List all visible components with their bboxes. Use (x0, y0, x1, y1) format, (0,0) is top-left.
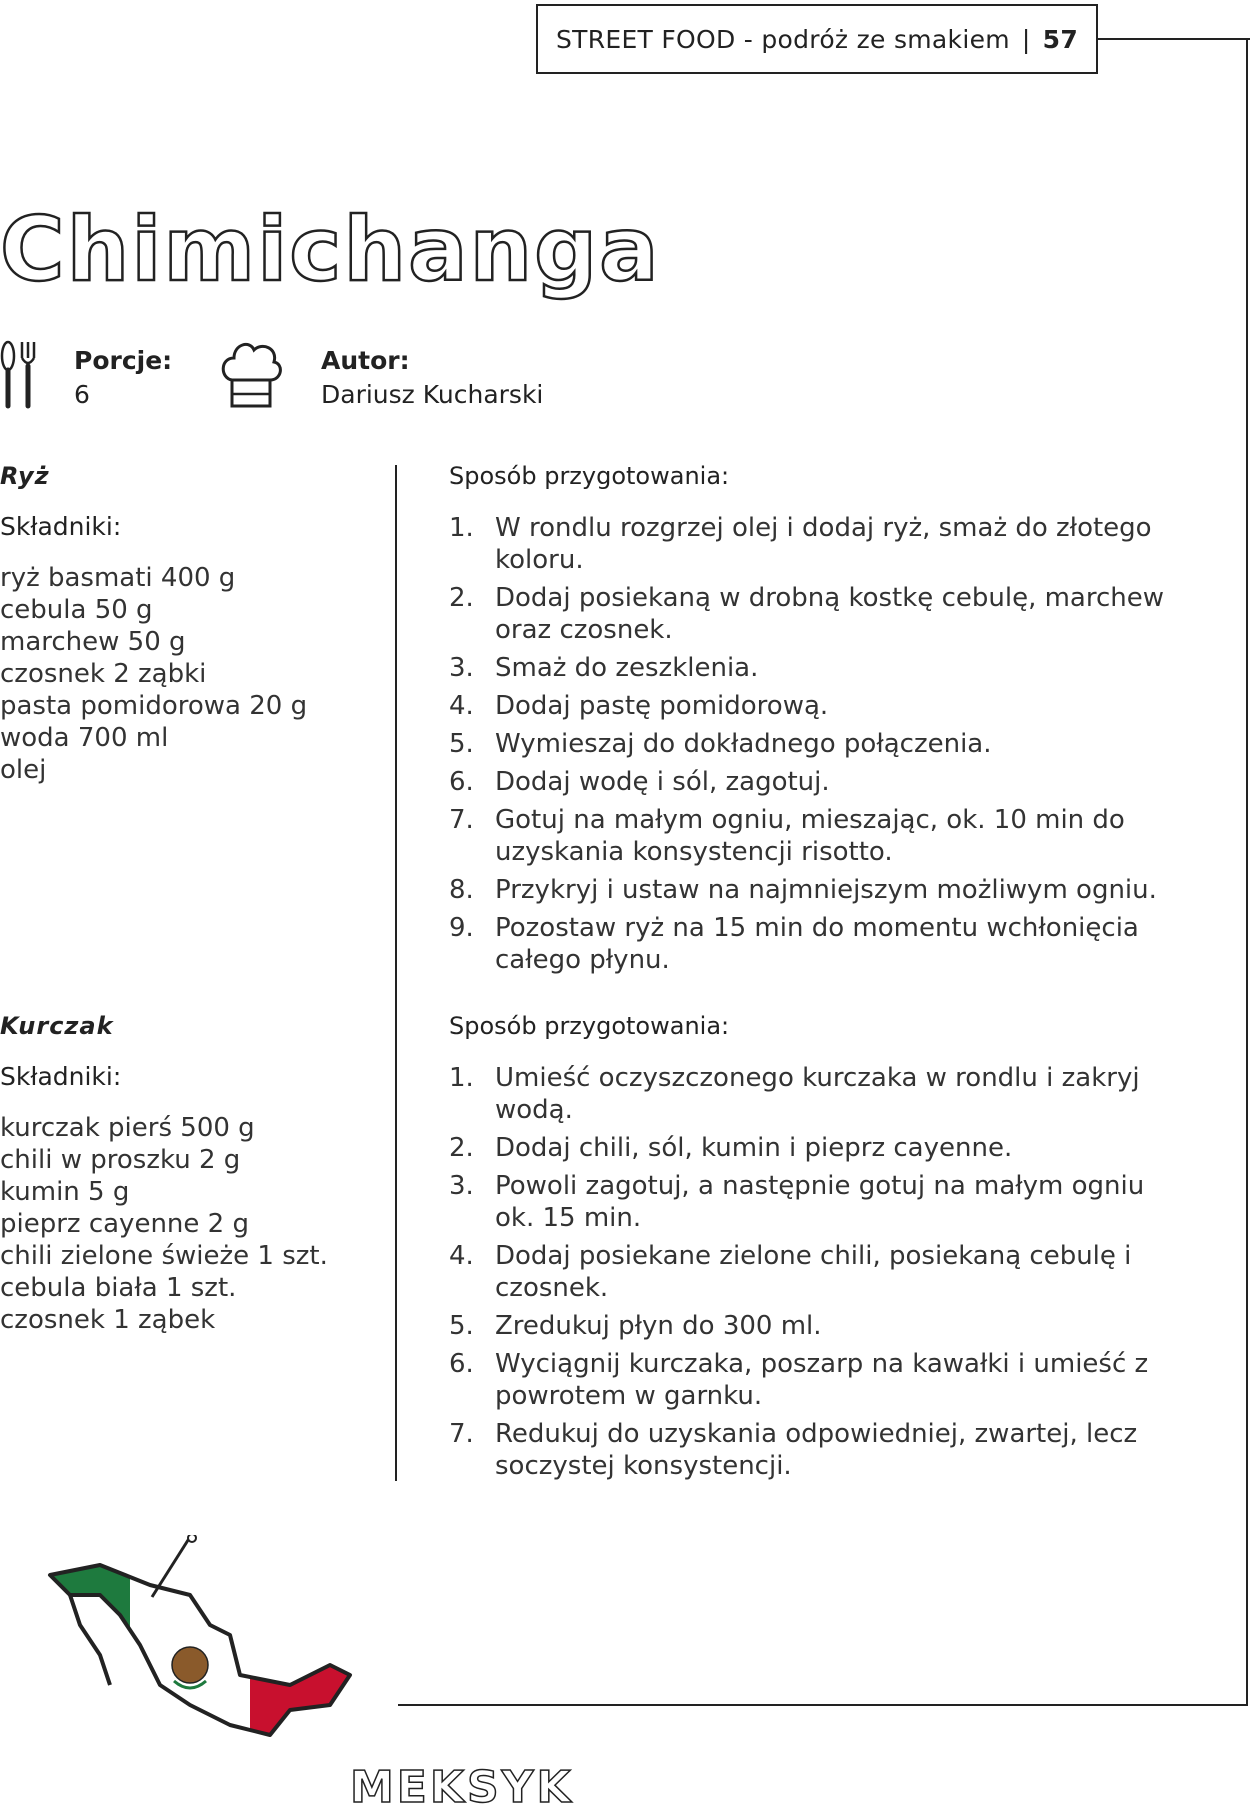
step-text: Dodaj pastę pomidorową. (495, 691, 829, 721)
ingredients-label-rice: Składniki: (0, 512, 122, 541)
step-item (449, 912, 1189, 976)
step-text: Powoli zagotuj, a następnie gotuj na małym ogniu ok. 15 min. (495, 1171, 1145, 1233)
header-title: STREET FOOD - podróż ze smakiem (555, 24, 1010, 54)
step-item (449, 1310, 1189, 1342)
step-number: 7. (449, 1419, 474, 1449)
step-item (449, 766, 1189, 798)
country-label: MEKSYK (350, 1762, 574, 1813)
ingredient-item: woda 700 ml (0, 723, 169, 753)
step-item (449, 1132, 1189, 1164)
frame-line-bottom (398, 1704, 1248, 1706)
mexico-flag-map-icon (40, 1535, 360, 1755)
running-header (536, 4, 1098, 74)
step-item (449, 874, 1189, 906)
step-item (449, 1240, 1189, 1304)
page-number: 57 (1042, 24, 1079, 54)
ingredient-item: czosnek 2 ząbki (0, 659, 207, 689)
step-text: Smaż do zeszklenia. (495, 653, 759, 683)
method-steps-rice (449, 512, 1189, 982)
step-item (449, 512, 1189, 576)
ingredient-item: czosnek 1 ząbek (0, 1305, 216, 1335)
step-number: 4. (449, 1241, 474, 1271)
ingredient-item: marchew 50 g (0, 627, 186, 657)
step-number: 1. (449, 1063, 474, 1093)
ingredient-item: kumin 5 g (0, 1177, 130, 1207)
step-text: Przykryj i ustaw na najmniejszym możliwym ogniu. (495, 875, 1157, 905)
ingredient-item: cebula 50 g (0, 595, 153, 625)
step-text: Dodaj posiekane zielone chili, posiekaną cebulę i czosnek. (495, 1241, 1132, 1303)
ingredient-item: kurczak pierś 500 g (0, 1113, 255, 1143)
step-item (449, 804, 1189, 868)
step-text: W rondlu rozgrzej olej i dodaj ryż, smaż do złotego koloru. (495, 513, 1152, 575)
step-number: 3. (449, 653, 474, 683)
author-label: Autor: (321, 346, 410, 375)
step-item (449, 582, 1189, 646)
section-heading-chicken: Kurczak (0, 1012, 114, 1040)
step-item (449, 1062, 1189, 1126)
header-separator: | (1021, 24, 1031, 54)
step-text: Dodaj posiekaną w drobną kostkę cebulę, marchew oraz czosnek. (495, 583, 1165, 645)
section-heading-rice: Ryż (0, 462, 50, 490)
method-steps-chicken (449, 1062, 1189, 1488)
ingredients-label-chicken: Składniki: (0, 1062, 122, 1091)
author-value: Dariusz Kucharski (321, 380, 544, 409)
step-text: Wymieszaj do dokładnego połączenia. (495, 729, 992, 759)
ingredient-item: pasta pomidorowa 20 g (0, 691, 308, 721)
ingredient-item: ryż basmati 400 g (0, 563, 236, 593)
step-item (449, 728, 1189, 760)
step-text: Gotuj na małym ogniu, mieszając, ok. 10 min do uzyskania konsystencji risotto. (495, 805, 1125, 867)
step-text: Redukuj do uzyskania odpowiedniej, zwartej, lecz soczystej konsystencji. (495, 1419, 1138, 1481)
step-text: Zredukuj płyn do 300 ml. (495, 1311, 822, 1341)
ingredients-list-chicken (0, 1112, 328, 1336)
step-number: 4. (449, 691, 474, 721)
step-number: 3. (449, 1171, 474, 1201)
step-item (449, 652, 1189, 684)
servings-label: Porcje: (74, 346, 173, 375)
step-item (449, 690, 1189, 722)
step-number: 9. (449, 913, 474, 943)
step-text: Dodaj wodę i sól, zagotuj. (495, 767, 830, 797)
ingredient-item: olej (0, 755, 47, 785)
step-text: Dodaj chili, sól, kumin i pieprz cayenne. (495, 1133, 1013, 1163)
ingredient-item: cebula biała 1 szt. (0, 1273, 237, 1303)
chef-hat-icon (218, 338, 284, 410)
step-number: 1. (449, 513, 474, 543)
step-number: 5. (449, 729, 474, 759)
frame-line-right (1246, 38, 1248, 1706)
recipe-title: Chimichanga (0, 198, 661, 301)
step-number: 5. (449, 1311, 474, 1341)
ingredients-list-rice (0, 562, 307, 786)
step-number: 2. (449, 583, 474, 613)
step-number: 6. (449, 767, 474, 797)
method-label-rice: Sposób przygotowania: (449, 462, 730, 490)
frame-line-top (1098, 38, 1250, 40)
step-text: Umieść oczyszczonego kurczaka w rondlu i zakryj wodą. (495, 1063, 1140, 1125)
step-item (449, 1348, 1189, 1412)
servings-value: 6 (74, 380, 90, 409)
step-text: Wyciągnij kurczaka, poszarp na kawałki i umieść z powrotem w garnku. (495, 1349, 1149, 1411)
step-number: 2. (449, 1133, 474, 1163)
step-number: 6. (449, 1349, 474, 1379)
method-label-chicken: Sposób przygotowania: (449, 1012, 730, 1040)
step-item (449, 1418, 1189, 1482)
step-number: 8. (449, 875, 474, 905)
column-divider (395, 465, 397, 1481)
step-number: 7. (449, 805, 474, 835)
step-text: Pozostaw ryż na 15 min do momentu wchłonięcia całego płynu. (495, 913, 1139, 975)
ingredient-item: chili w proszku 2 g (0, 1145, 241, 1175)
ingredient-item: pieprz cayenne 2 g (0, 1209, 249, 1239)
cutlery-icon (0, 340, 40, 412)
ingredient-item: chili zielone świeże 1 szt. (0, 1241, 328, 1271)
step-item (449, 1170, 1189, 1234)
